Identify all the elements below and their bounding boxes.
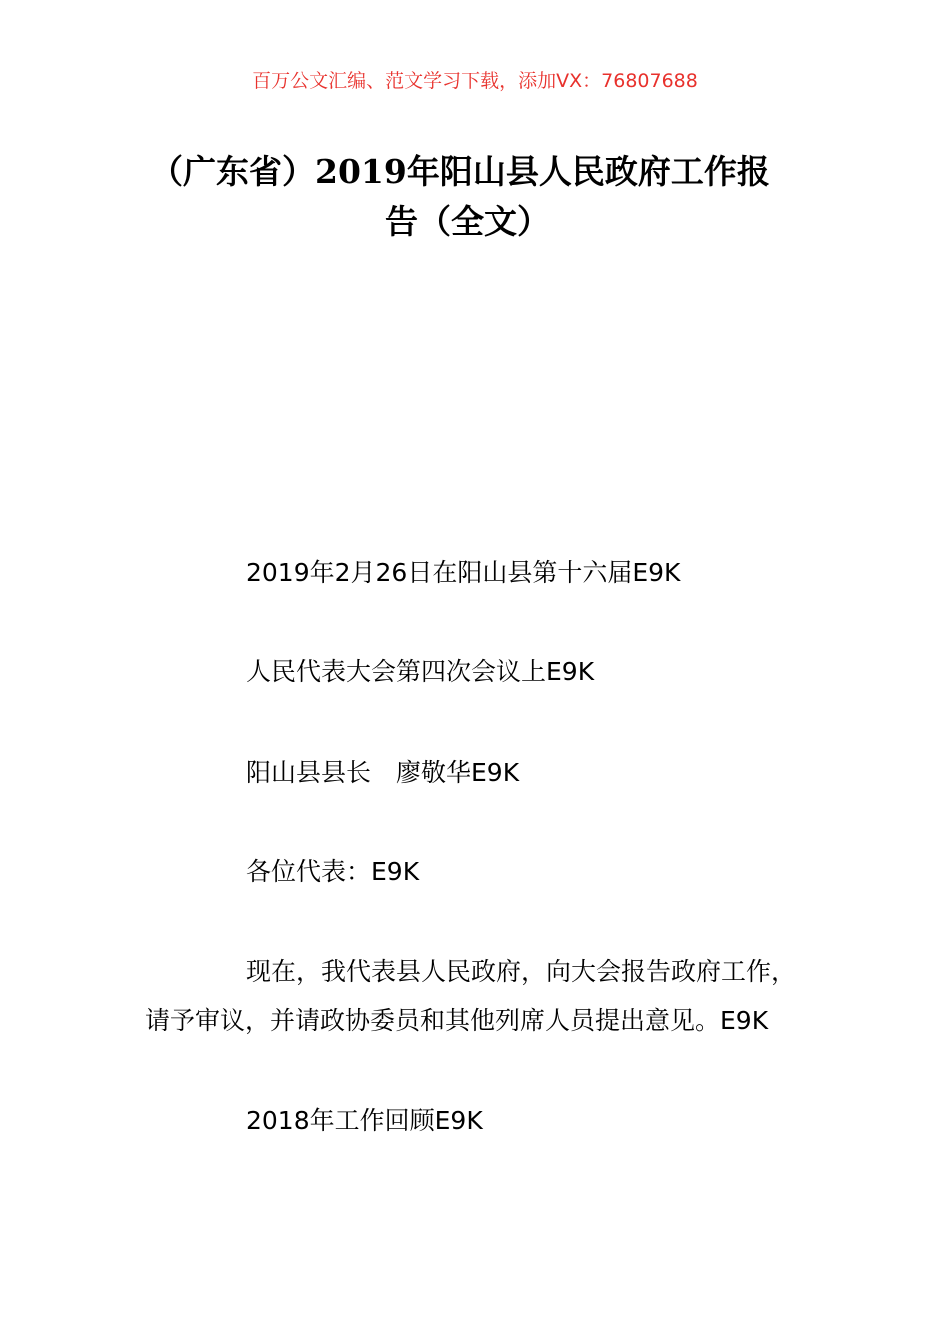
intro-paragraph-line-1: 现在，我代表县人民政府，向大会报告政府工作，	[246, 957, 797, 986]
section-heading: 2018年工作回顾E9K	[246, 1106, 483, 1135]
intro-paragraph-line-2: 请予审议，并请政协委员和其他列席人员提出意见。E9K	[145, 1006, 769, 1035]
document-title-line-1: （广东省）2019年阳山县人民政府工作报	[150, 152, 770, 191]
header-note: 百万公文汇编、范文学习下载，添加VX：76807688	[252, 70, 698, 92]
meeting-line: 人民代表大会第四次会议上E9K	[246, 657, 595, 686]
document-title-line-2: 告（全文）	[385, 202, 550, 241]
salutation: 各位代表：E9K	[246, 857, 420, 886]
date-line: 2019年2月26日在阳山县第十六届E9K	[246, 558, 681, 587]
speaker-line: 阳山县县长 廖敬华E9K	[246, 758, 520, 787]
